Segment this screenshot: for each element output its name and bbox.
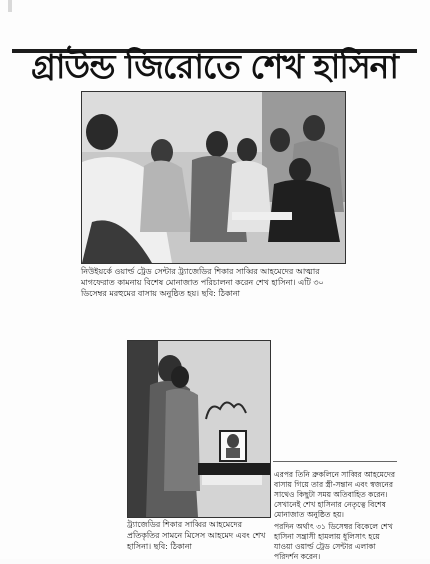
article-paragraph: পরদিন অর্থাৎ ৩১ ডিসেম্বর বিকেলে শেখ হাসিনা সন্ত্রাসী হামলায় ধুলিসাৎ হয়ে যাওয়া ওয়ার্ল্ড ট্রেড সেন্টার এলাকা পরিদর্শন করেন। xyxy=(274,522,393,561)
photo-mourners-gathering-graphic xyxy=(82,92,345,263)
headline: গ্রাউন্ড জিরোতে শেখ হাসিনা xyxy=(31,47,398,86)
article-paragraph: এরপর তিনি ব্রুকলিনে সাব্বির আহমেদের বাসায় গিয়ে তার স্ত্রী-সন্তান এবং স্বজনের সাথেও কিছুটা সময় অতিবাহিত করেন। সেখানেই শেখ হাসিনার নেতৃত্বে বিশেষ মোনাজাত অনুষ্ঠিত হয়। xyxy=(274,470,396,519)
article-body xyxy=(274,470,399,564)
photo-mourners-gathering xyxy=(81,91,346,264)
photo-1-caption: নিউইয়র্কে ওয়ার্ল্ড ট্রেড সেন্টার ট্র্যাজেডির শিকার সাব্বির আহমেদের আত্মার মাগফেরাত কামনায় বিশেষ মোনাজাত পরিচালনা করেন শেখ হাসিনা। এটি ৩০ ডিসেম্বর মরহুমের বাসায় অনুষ্ঠিত হয়। ছবি: ঠিকানা xyxy=(81,267,324,298)
photo-2-caption: ট্র্যাজেডির শিকার সাব্বির আহমেদের প্রতিকৃতির সামনে মিসেস আহমেদ এবং শেখ হাসিনা। ছবি: ঠিকানা xyxy=(127,520,266,551)
photo-portrait-tribute xyxy=(127,340,271,518)
photo-portrait-tribute-graphic xyxy=(128,341,270,517)
headline-band xyxy=(12,46,417,92)
scan-edge-mark xyxy=(8,0,12,12)
column-rule xyxy=(273,461,397,462)
